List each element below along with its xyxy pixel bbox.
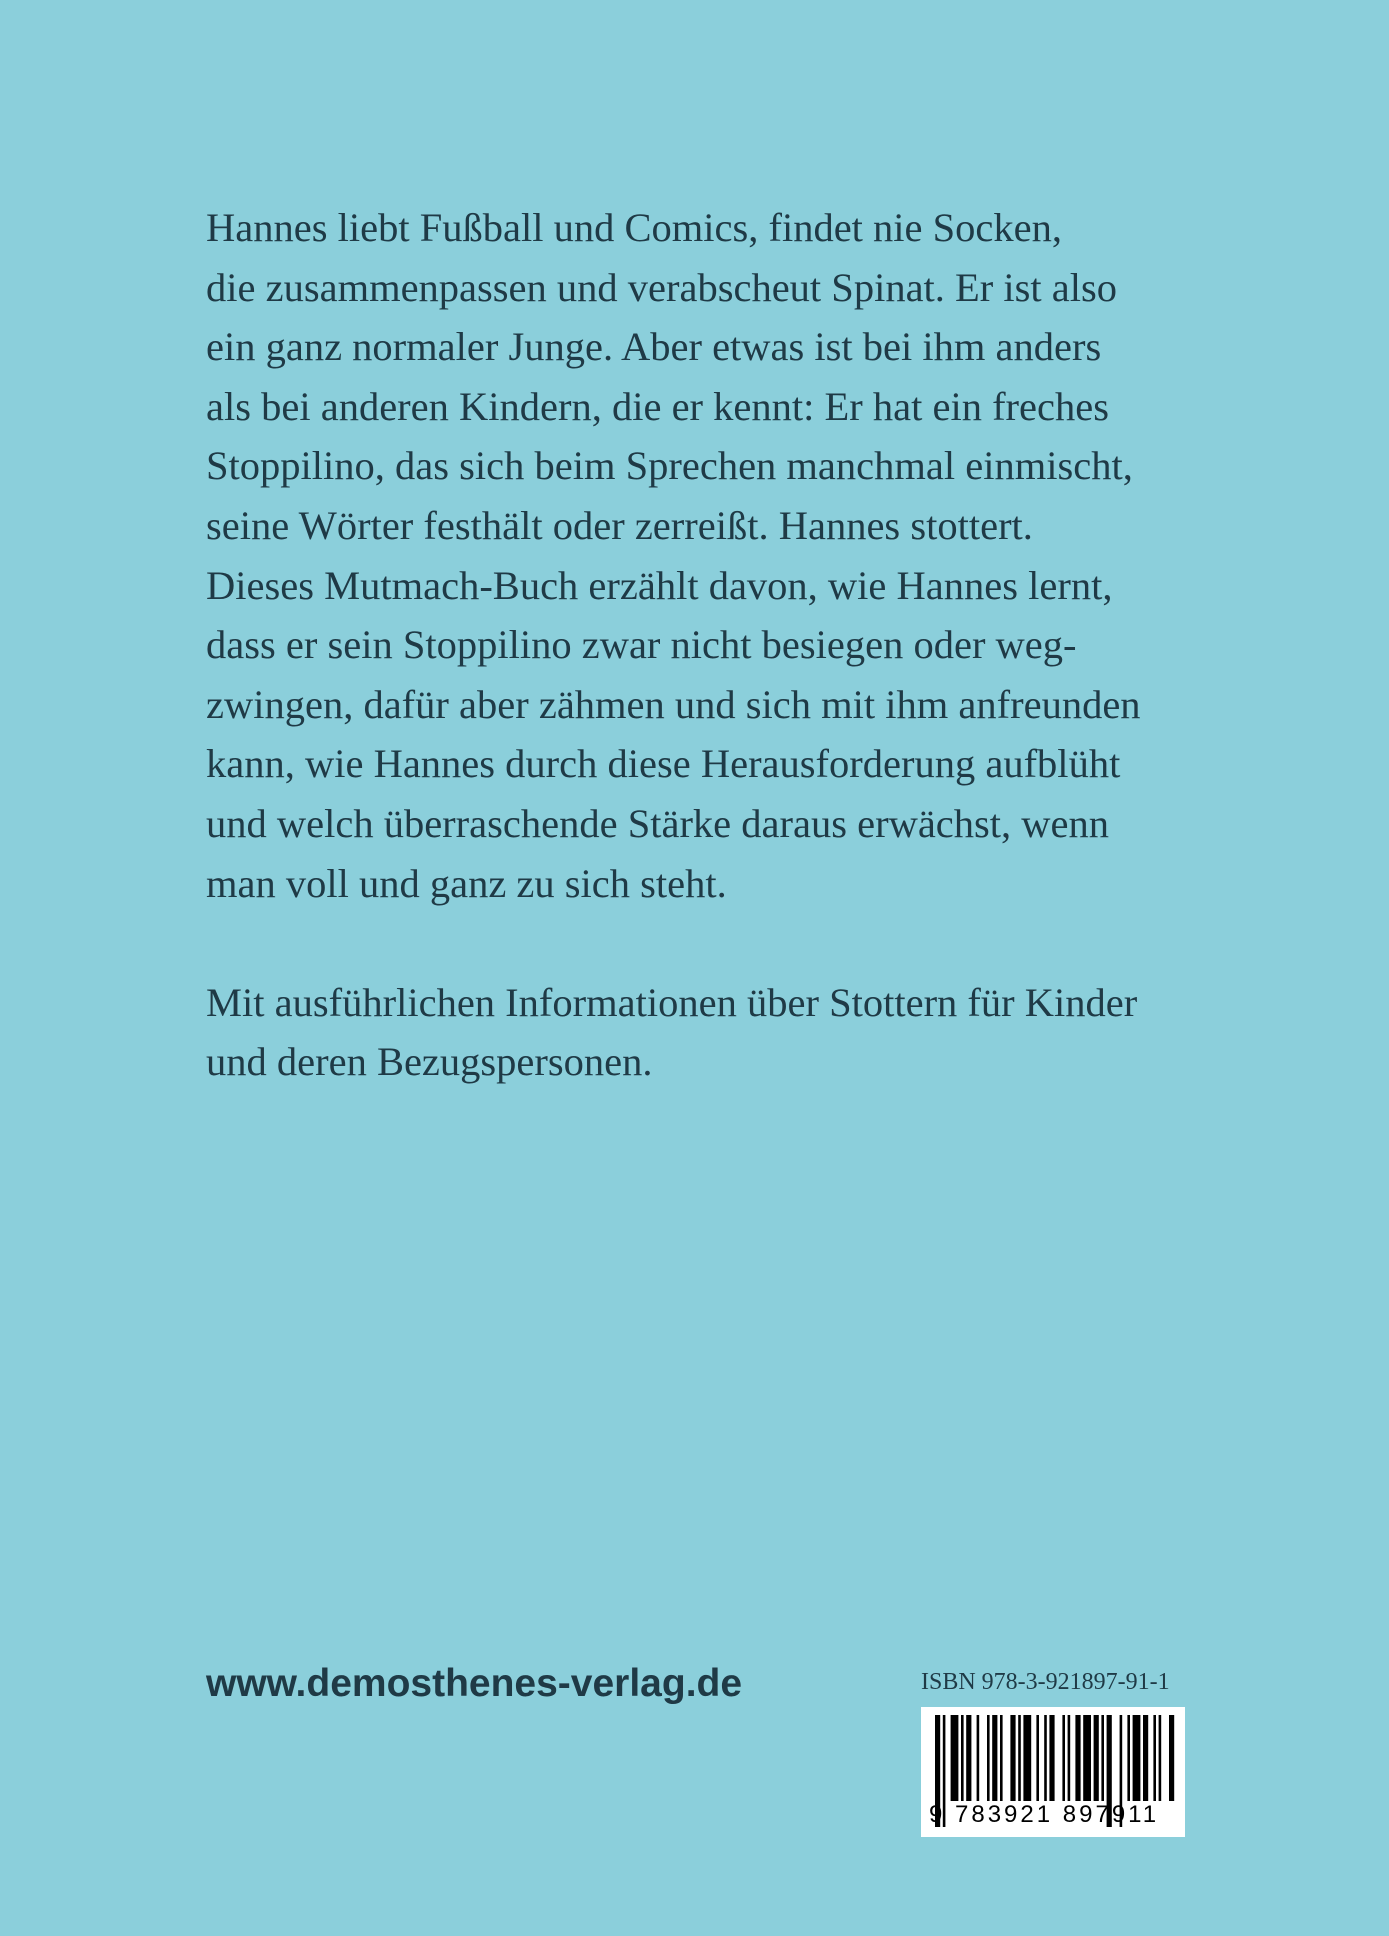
blurb-line: Stoppilino, das sich beim Sprechen manchmal einmischt,: [206, 443, 1133, 489]
blurb-line: Hannes liebt Fußball und Comics, findet nie Socken,: [206, 205, 1062, 250]
blurb-line: und welch überraschende Stärke daraus erwächst, wenn: [206, 800, 1110, 846]
blurb-line: kann, wie Hannes durch diese Herausforderung aufblüht: [206, 741, 1121, 787]
barcode-bar: [1127, 1715, 1130, 1801]
blurb-line: als bei anderen Kindern, die er kennt: Er hat ein freches: [206, 383, 1109, 429]
barcode-bar: [1153, 1715, 1156, 1801]
barcode-bar: [977, 1715, 980, 1801]
blurb-line: und deren Bezugspersonen.: [206, 1039, 653, 1085]
barcode-bar: [1036, 1715, 1039, 1801]
barcode-bar: [1023, 1715, 1031, 1801]
barcode-bar: [1062, 1715, 1065, 1801]
blurb-line: die zusammenpassen und verabscheut Spinat. Er ist also: [206, 264, 1118, 310]
barcode-bar: [1010, 1715, 1015, 1801]
blurb-line: zwingen, dafür aber zähmen und sich mit ihm anfreunden: [206, 681, 1141, 727]
barcode: [921, 1707, 1185, 1837]
barcode-bar: [1000, 1715, 1003, 1801]
paragraph-gap: [206, 913, 1206, 973]
barcode-bar: [1169, 1715, 1174, 1801]
barcode-bar: [961, 1715, 964, 1801]
blurb-text: [206, 198, 1206, 1092]
blurb-line: Mit ausführlichen Informationen über Stottern für Kinder: [206, 979, 1138, 1025]
barcode-bar: [1044, 1715, 1047, 1801]
barcode-bar: [951, 1715, 959, 1801]
blurb-line: dass er sein Stoppilino zwar nicht besiegen oder weg-: [206, 622, 1077, 668]
barcode-bar: [987, 1715, 990, 1801]
barcode-bar: [1101, 1715, 1104, 1801]
barcode-bar: [1094, 1715, 1099, 1801]
barcode-digits: 9 783921 897911: [929, 1801, 1160, 1828]
blurb-line: ein ganz normaler Junge. Aber etwas ist bei ihm anders: [206, 324, 1102, 370]
publisher-url[interactable]: www.demosthenes-verlag.de: [206, 1662, 743, 1705]
barcode-bar: [966, 1715, 971, 1801]
barcode-bar: [1049, 1715, 1054, 1801]
isbn-label: ISBN 978-3-921897-91-1: [921, 1669, 1170, 1695]
barcode-bar: [1159, 1715, 1162, 1801]
barcode-bar: [1068, 1715, 1071, 1801]
barcode-bar: [1083, 1715, 1091, 1801]
blurb-line: man voll und ganz zu sich steht.: [206, 860, 727, 906]
blurb-line: seine Wörter festhält oder zerreißt. Hannes stottert.: [206, 502, 1033, 548]
barcode-bar: [1075, 1715, 1080, 1801]
blurb-line: Dieses Mutmach-Buch erzählt davon, wie Hannes lernt,: [206, 562, 1113, 608]
barcode-bar: [992, 1715, 997, 1801]
barcode-bar: [1143, 1715, 1148, 1801]
barcode-bar: [1133, 1715, 1141, 1801]
barcode-bar: [1018, 1715, 1021, 1801]
